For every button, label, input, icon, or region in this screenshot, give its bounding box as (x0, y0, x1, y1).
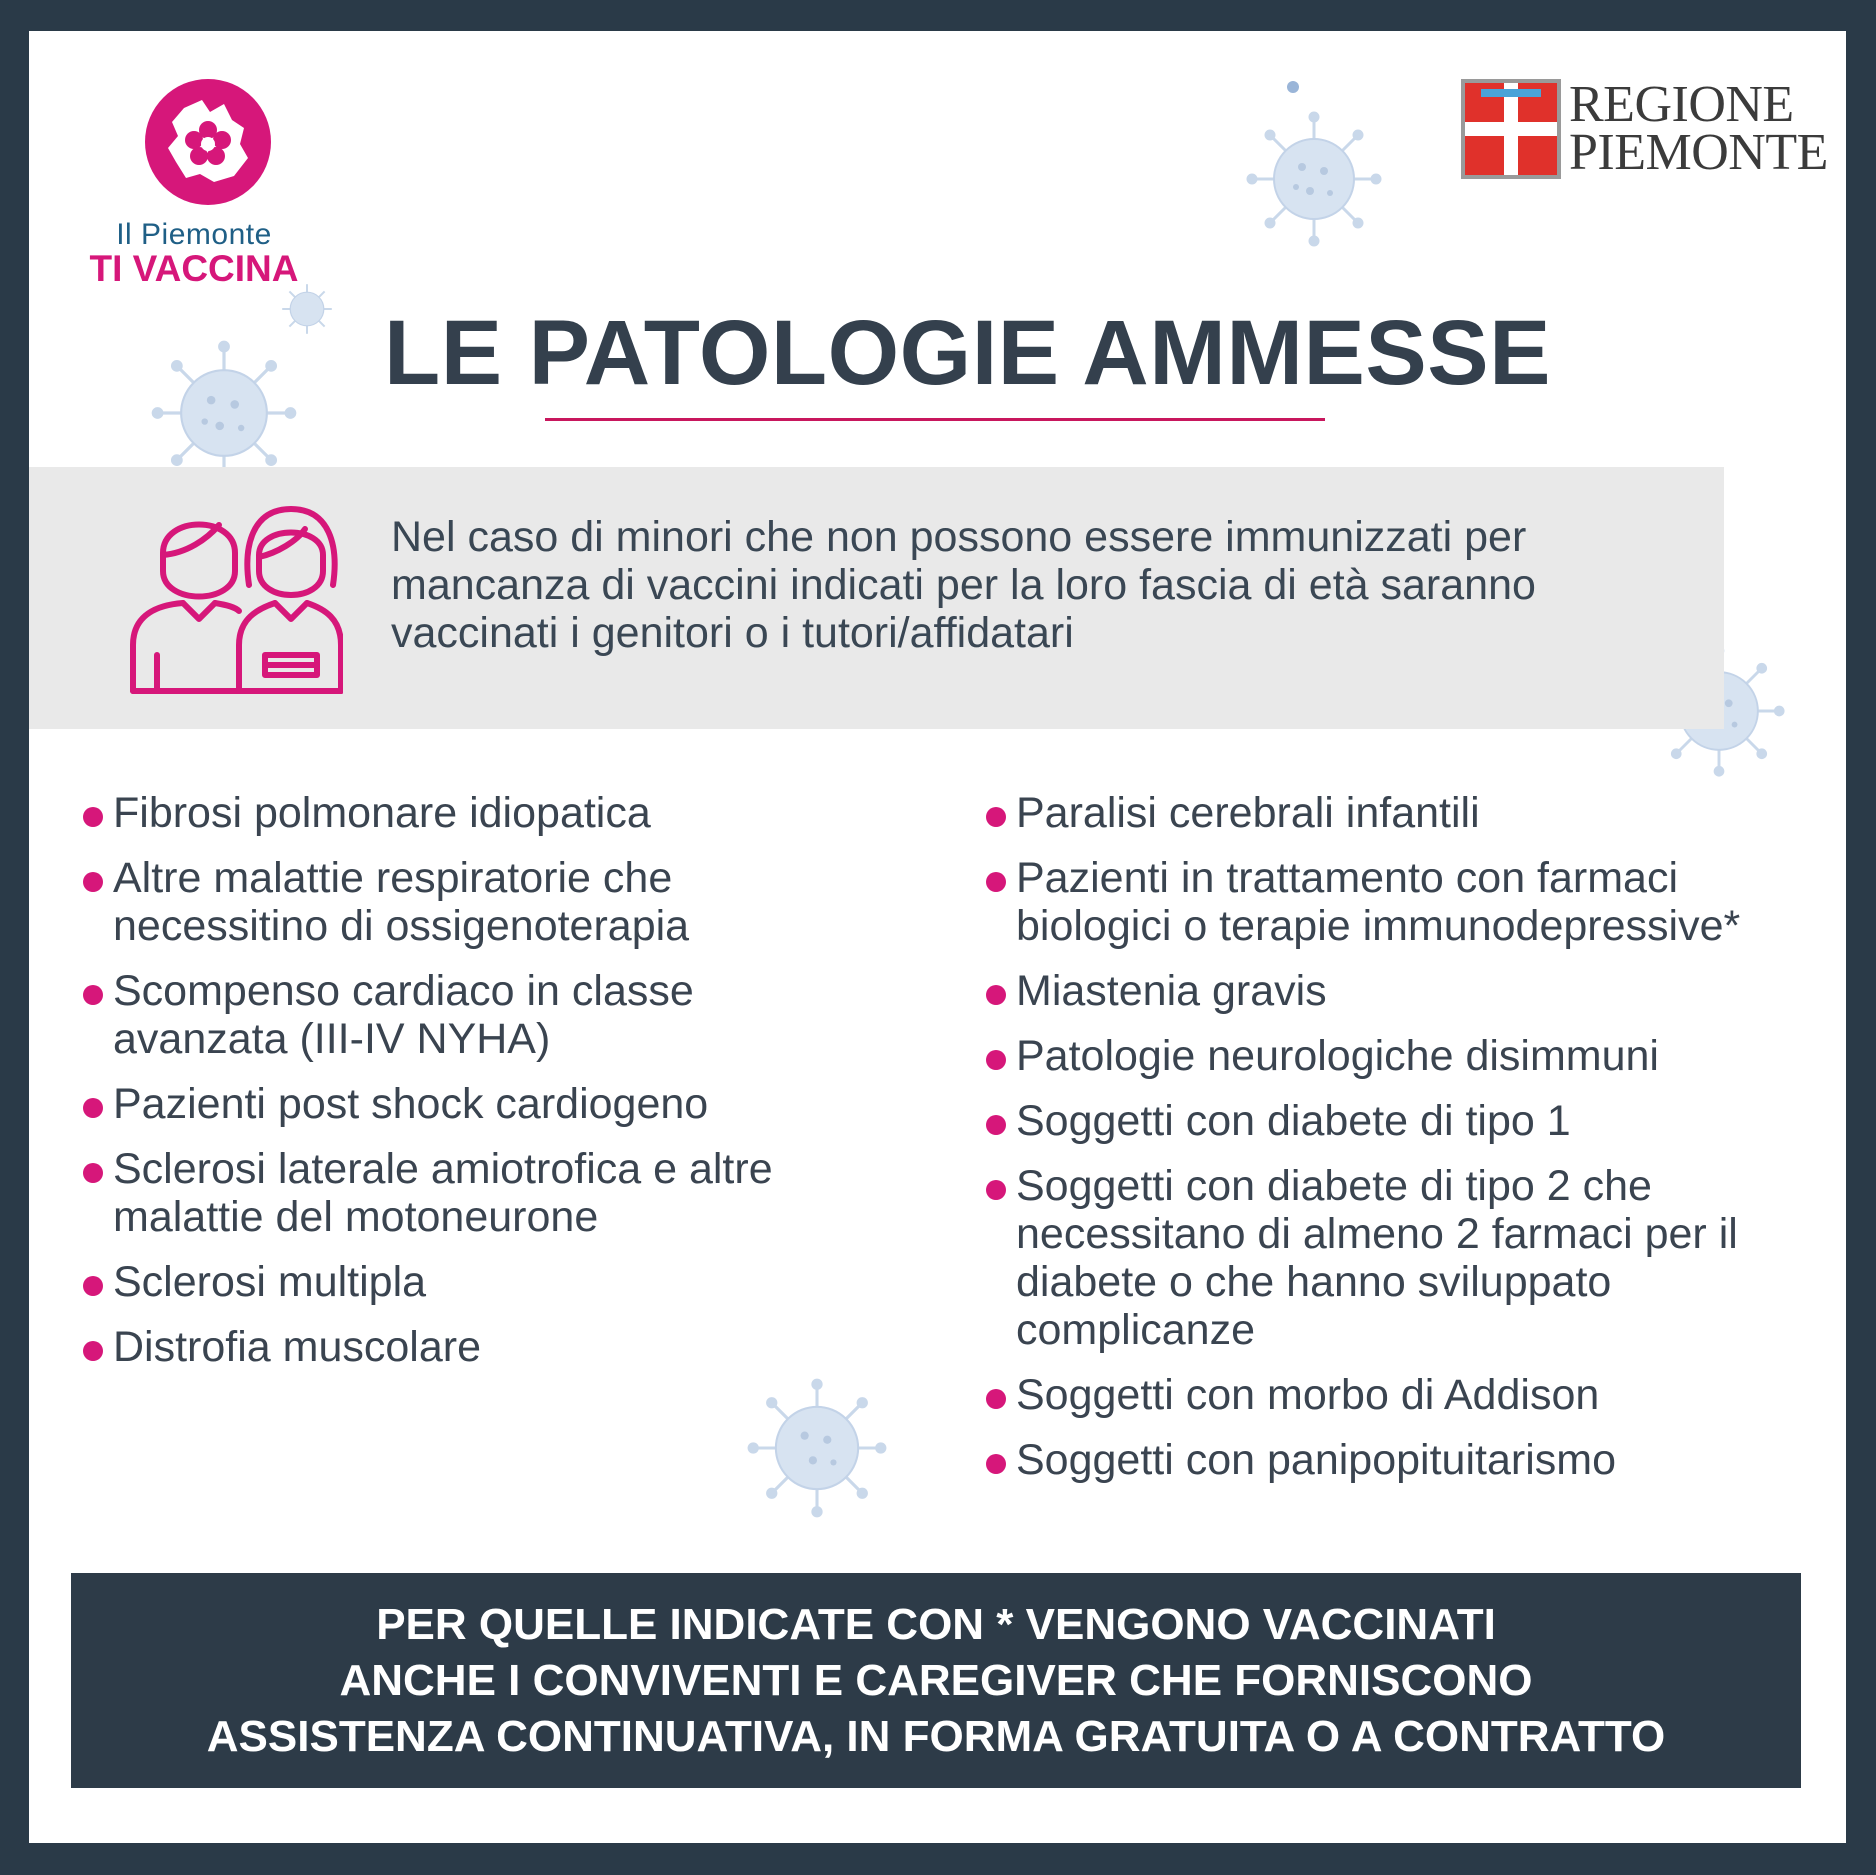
bullet-icon (986, 985, 1006, 1005)
bullet-icon (83, 807, 103, 827)
list-item (77, 854, 877, 950)
list-item (980, 1162, 1820, 1354)
list-item (980, 854, 1820, 950)
list-item-text: Miastenia gravis (1016, 967, 1327, 1015)
piemonte-ti-vaccina-logo (79, 56, 309, 296)
list-item-text: Sclerosi laterale amiotrofica e altre malattie del motoneurone (113, 1145, 773, 1241)
list-item (980, 1436, 1820, 1484)
footer-line-1: PER QUELLE INDICATE CON * VENGONO VACCINATI (376, 1599, 1496, 1649)
list-item-text: Distrofia muscolare (113, 1323, 481, 1371)
list-item-text: Soggetti con diabete di tipo 1 (1016, 1097, 1571, 1145)
list-item (77, 1080, 877, 1128)
logo-right-line-2: PIEMONTE (1569, 124, 1828, 181)
list-item (77, 1145, 877, 1241)
list-item-text: Pazienti post shock cardiogeno (113, 1080, 709, 1128)
title-underline (545, 418, 1325, 421)
list-item (980, 1371, 1820, 1419)
bullet-icon (83, 1276, 103, 1296)
bullet-icon (986, 1180, 1006, 1200)
bullet-icon (83, 872, 103, 892)
list-item (77, 1258, 877, 1306)
list-item (77, 967, 877, 1063)
page-title: LE PATOLOGIE AMMESSE (384, 302, 1551, 404)
bullet-icon (986, 1389, 1006, 1409)
regione-piemonte-name (1569, 76, 1828, 181)
bullet-icon (986, 872, 1006, 892)
footer-line-2: ANCHE I CONVIVENTI E CAREGIVER CHE FORNISCONO (339, 1655, 1533, 1705)
poster (29, 31, 1846, 1843)
parents-icon (127, 495, 343, 695)
info-banner (29, 467, 1724, 729)
bullet-icon (83, 1163, 103, 1183)
logo-line-2: TI VACCINA (89, 248, 299, 289)
list-item (980, 789, 1820, 837)
bullet-icon (83, 1098, 103, 1118)
list-item-text: Patologie neurologiche disimmuni (1016, 1032, 1659, 1080)
regione-piemonte-emblem (1461, 79, 1561, 179)
list-item-text: Soggetti con morbo di Addison (1016, 1371, 1600, 1419)
list-item (980, 1097, 1820, 1145)
bullet-icon (83, 1341, 103, 1361)
footer-note (71, 1573, 1801, 1788)
dot-decoration (1287, 81, 1299, 93)
list-item-text: Soggetti con panipopituitarismo (1016, 1436, 1616, 1484)
list-item-text: Scompenso cardiaco in classe avanzata (III-IV NYHA) (113, 967, 694, 1063)
list-item (980, 967, 1820, 1015)
regione-piemonte-logo (1461, 76, 1828, 181)
virus-icon (745, 1376, 889, 1520)
bullet-icon (986, 1454, 1006, 1474)
list-item-text: Sclerosi multipla (113, 1258, 427, 1306)
pathologies-list-right (980, 789, 1820, 1501)
list-item (77, 1323, 877, 1371)
footer-line-3: ASSISTENZA CONTINUATIVA, IN FORMA GRATUITA O A CONTRATTO (206, 1711, 1666, 1761)
list-item-text: Soggetti con diabete di tipo 2 che necessitano di almeno 2 farmaci per il diabete o che hanno sviluppato complicanze (1016, 1162, 1738, 1354)
bullet-icon (986, 1050, 1006, 1070)
virus-icon (1244, 109, 1384, 249)
list-item-text: Pazienti in trattamento con farmaci biologici o terapie immunodepressive* (1016, 854, 1741, 950)
list-item (980, 1032, 1820, 1080)
list-item-text: Paralisi cerebrali infantili (1016, 789, 1480, 837)
bullet-icon (986, 1115, 1006, 1135)
list-item (77, 789, 877, 837)
list-item-text: Fibrosi polmonare idiopatica (113, 789, 651, 837)
bullet-icon (83, 985, 103, 1005)
pathologies-list-left (77, 789, 877, 1388)
logo-right-line-1: REGIONE (1569, 76, 1794, 133)
bullet-icon (986, 807, 1006, 827)
list-item-text: Altre malattie respiratorie che necessitino di ossigenoterapia (113, 854, 690, 950)
piemonte-map-icon (144, 78, 272, 206)
banner-text: Nel caso di minori che non possono essere immunizzati per mancanza di vaccini indicati per la loro fascia di età saranno vaccinati i genitori o i tutori/affidatari (391, 513, 1536, 657)
logo-line-1: Il Piemonte (116, 218, 272, 251)
